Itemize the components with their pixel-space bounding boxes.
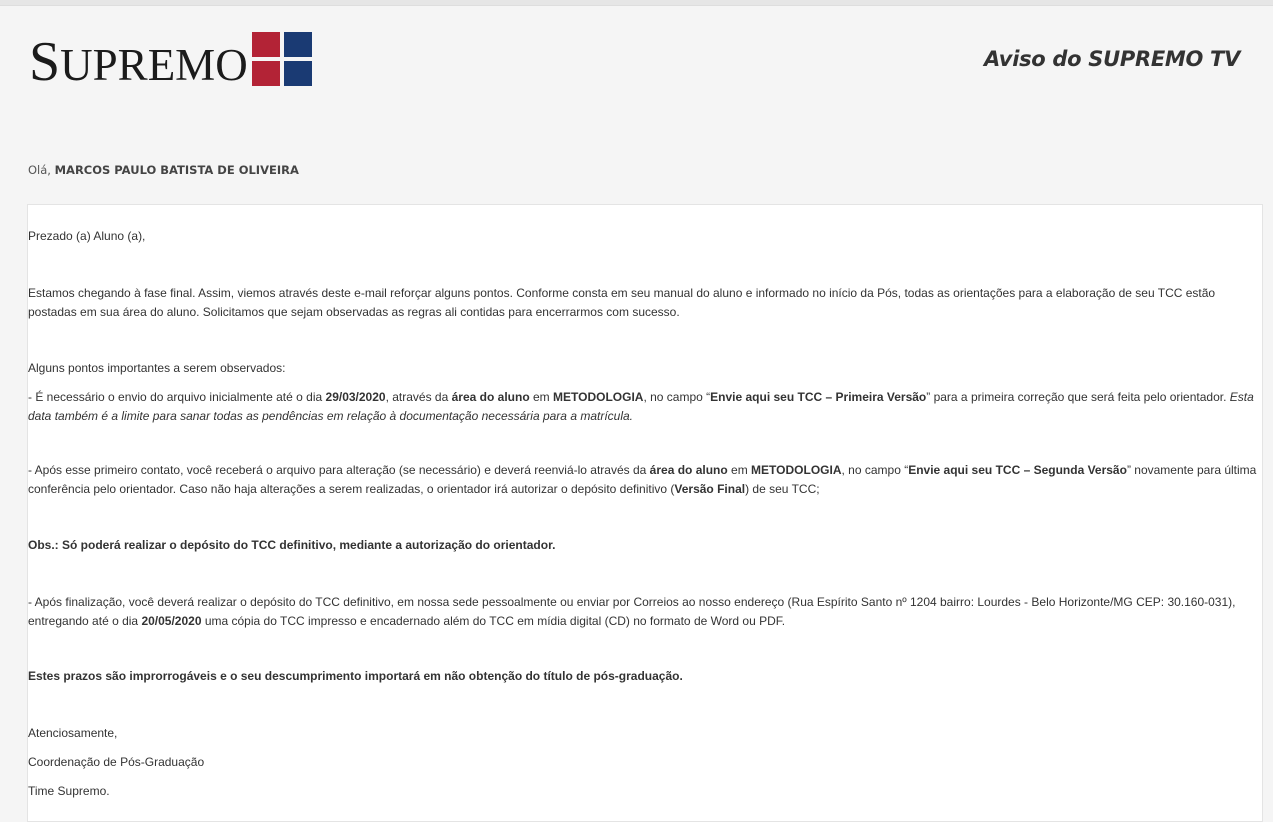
top-divider <box>0 0 1273 6</box>
greeting-salutation: Olá, <box>28 163 51 177</box>
point-final-deposit: - Após finalização, você deverá realizar o depósito do TCC definitivo, em nossa sede pessoalmente ou enviar por Correios ao nosso endereço (Rua Espírito Santo nº 1204 bairro: Lourdes - Belo Horizonte/MG CEP: 30.160-031), entregando até o dia 20/05/2020 uma cópia do TCC impresso e encadernado além do TCC em mídia digital (CD) no formato de Word ou PDF. <box>28 595 1236 628</box>
deadline-warning: Estes prazos são improrrogáveis e o seu descumprimento importará em não obtenção do título de pós-graduação. <box>28 669 683 683</box>
recipient-name: MARCOS PAULO BATISTA DE OLIVEIRA <box>54 163 299 177</box>
message-intro: Estamos chegando à fase final. Assim, viemos através deste e-mail reforçar alguns pontos. Conforme consta em seu manual do aluno e informado no início da Pós, todas as orientações para a elaboração de seu TCC estão postadas em sua área do aluno. Solicitamos que sejam observadas as regras ali contidas para encerrarmos com sucesso. <box>28 286 1216 319</box>
notice-title: Aviso do SUPREMO TV <box>984 47 1241 71</box>
signature-team: Time Supremo. <box>28 784 110 798</box>
logo-wordmark: SUPREMO <box>29 31 248 93</box>
supremo-logo <box>29 31 312 93</box>
points-heading: Alguns pontos importantes a serem observados: <box>28 361 286 375</box>
message-opening: Prezado (a) Aluno (a), <box>28 229 146 243</box>
observation-note: Obs.: Só poderá realizar o depósito do TCC definitivo, mediante a autorização do orientador. <box>28 538 556 552</box>
greeting <box>28 163 299 177</box>
logo-cross-icon <box>252 32 312 86</box>
signature-department: Coordenação de Pós-Graduação <box>28 755 205 769</box>
closing-text: Atenciosamente, <box>28 726 118 740</box>
point-first-version: - É necessário o envio do arquivo inicialmente até o dia 29/03/2020, através da área do aluno em METODOLOGIA, no campo “Envie aqui seu TCC – Primeira Versão” para a primeira correção que será feita pelo orientador. Esta data também é a limite para sanar todas as pendências em relação à documentação necessária para a matrícula. <box>28 390 1254 423</box>
point-second-version: - Após esse primeiro contato, você receberá o arquivo para alteração (se necessário) e deverá reenviá-lo através da área do aluno em METODOLOGIA, no campo “Envie aqui seu TCC – Segunda Versão” novamente para última conferência pelo orientador. Caso não haja alterações a serem realizadas, o orientador irá autorizar o depósito definitivo (Versão Final) de seu TCC; <box>28 463 1257 496</box>
message-card <box>27 204 1263 822</box>
